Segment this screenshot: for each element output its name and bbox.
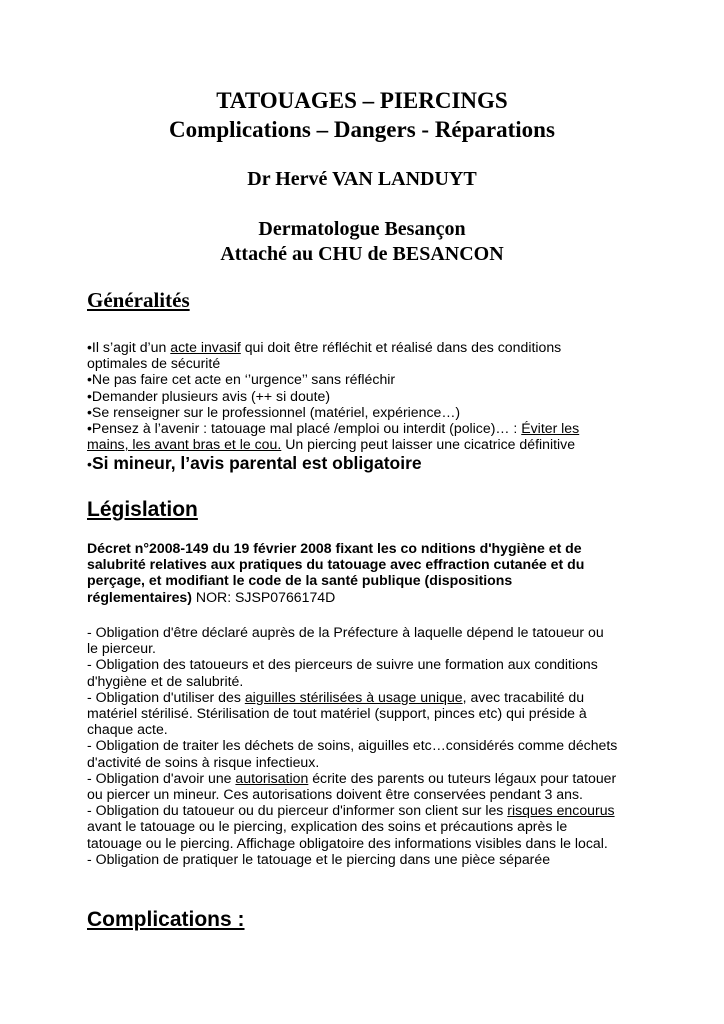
obligation-line: [87, 689, 647, 705]
document-title: [0, 86, 724, 144]
obligation-line: d'hygiène et de salubrité.: [87, 672, 244, 689]
text: écrite des parents ou tuteurs légaux pour tatouer: [308, 769, 617, 786]
obligation-line: - Obligation des tatoueurs et des pierceurs de suivre une formation aux conditions: [87, 656, 598, 673]
decree-reference: [87, 540, 647, 605]
obligation-line: - Obligation de pratiquer le tatouage et le piercing dans une pièce séparée: [87, 850, 551, 867]
text: - Obligation du tatoueur ou du pierceur d'informer son client sur les: [87, 802, 508, 819]
list-item: •Se renseigner sur le professionnel (matériel, expérience…): [87, 403, 461, 420]
text: •Il s’agit d’un: [87, 339, 171, 355]
decree-line: salubrité relatives aux pratiques du tatouage avec effraction cutanée et du: [87, 556, 585, 573]
underlined-text: risques encourus: [507, 802, 615, 819]
text: - Obligation d'avoir une: [87, 769, 236, 786]
nor-reference: NOR: SJSP0766174D: [191, 588, 336, 605]
bullet: •: [87, 456, 92, 473]
text: Un piercing peut laisser une cicatrice définitive: [281, 436, 576, 453]
list-item: •Demander plusieurs avis (++ si doute): [87, 387, 331, 404]
list-item: [87, 420, 647, 436]
obligation-line: ou piercer un mineur. Ces autorisations doivent être conservées pendant 3 ans.: [87, 786, 583, 803]
text: •Pensez à l’avenir : tatouage mal placé /emploi ou interdit (police)… :: [87, 420, 522, 437]
obligation-line: tatouage ou le piercing. Affichage obligatoire des informations visibles dans le local.: [87, 834, 608, 851]
section-heading-complications: Complications :: [87, 908, 245, 931]
section-heading-generalites: Généralités: [87, 288, 190, 312]
obligation-line: avant le tatouage ou le piercing, explication des soins et précautions après le: [87, 818, 568, 835]
text: qui doit être réfléchit et réalisé dans des conditions: [240, 339, 562, 355]
decree-line: perçage, et modifiant le code de la santé publique (dispositions: [87, 572, 513, 589]
underlined-text: Éviter les: [521, 420, 580, 437]
title-line-2: Complications – Dangers - Réparations: [169, 117, 555, 142]
title-line-1: TATOUAGES – PIERCINGS: [216, 88, 508, 113]
role-line-1: Dermatologue Besançon: [258, 218, 466, 240]
author-role: [0, 217, 724, 267]
text: , avec tracabilité du: [462, 688, 585, 705]
author-name: Dr Hervé VAN LANDUYT: [247, 168, 477, 190]
underlined-text: aiguilles stérilisées à usage unique: [244, 688, 463, 705]
list-item-continuation: optimales de sécurité: [87, 355, 221, 372]
text: - Obligation d'utiliser des: [87, 688, 245, 705]
obligation-line: [87, 770, 647, 786]
underlined-text: mains, les avant bras et le cou.: [87, 436, 282, 453]
obligation-line: chaque acte.: [87, 721, 168, 738]
obligation-line: le pierceur.: [87, 640, 156, 657]
obligation-line: matériel stérilisé. Stérilisation de tout matériel (support, pinces etc) qui préside à: [87, 705, 587, 722]
list-item-emphasis: [87, 452, 647, 474]
list-item-continuation: [87, 436, 647, 452]
underlined-text: acte invasif: [170, 339, 241, 355]
emphasis-text: Si mineur, l’avis parental est obligatoire: [91, 453, 422, 474]
text: réglementaires): [87, 588, 192, 605]
generalites-list: [87, 339, 647, 474]
obligations-list: [87, 624, 647, 867]
obligation-line: [87, 802, 647, 818]
section-heading-legislation: Législation: [87, 498, 198, 521]
obligation-line: - Obligation d'être déclaré auprès de la Préfecture à laquelle dépend le tatoueur ou: [87, 624, 604, 640]
obligation-line: - Obligation de traiter les déchets de soins, aiguilles etc…considérés comme déchets: [87, 737, 618, 754]
obligation-line: d'activité de soins à risque infectieux.: [87, 753, 320, 770]
underlined-text: autorisation: [235, 769, 309, 786]
role-line-2: Attaché au CHU de BESANCON: [220, 243, 504, 265]
list-item: [87, 339, 647, 355]
decree-line: Décret n°2008-149 du 19 février 2008 fixant les co nditions d'hygiène et de: [87, 540, 582, 556]
decree-line: [87, 589, 647, 605]
list-item: •Ne pas faire cet acte en ‘’urgence’’ sans réfléchir: [87, 371, 396, 388]
